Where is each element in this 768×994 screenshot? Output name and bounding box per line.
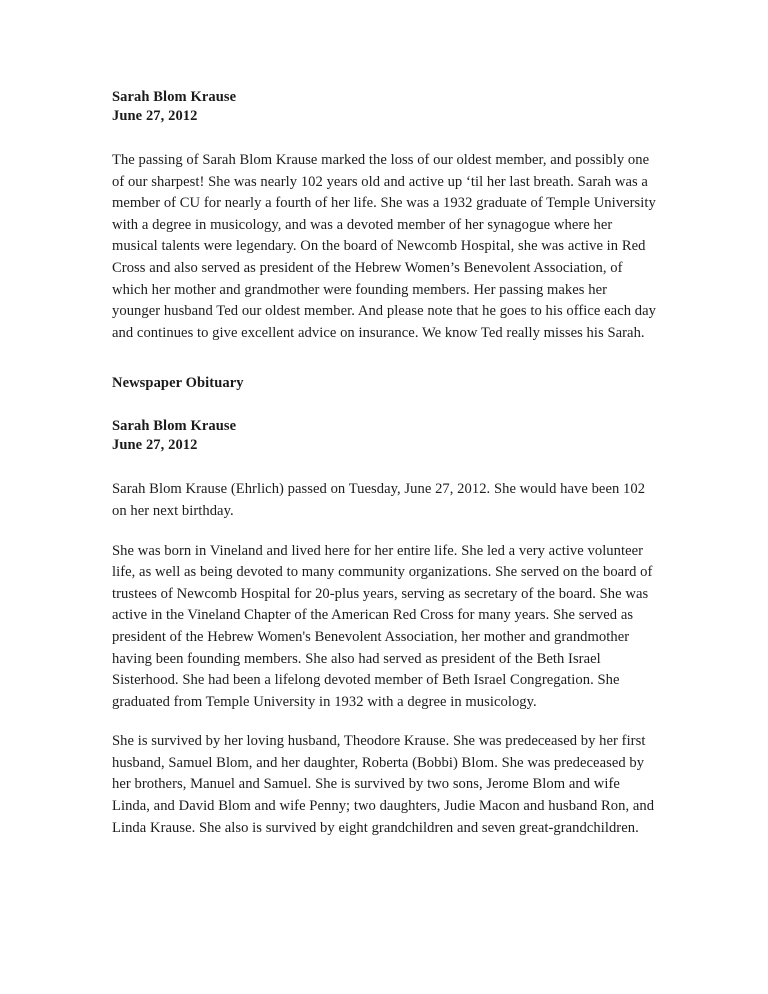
- document-content: [112, 88, 657, 839]
- spacer: [112, 344, 657, 374]
- memorial-date: June 27, 2012: [112, 108, 198, 124]
- obituary-date: June 27, 2012: [112, 437, 198, 454]
- obituary-paragraph-1: Sarah Blom Krause (Ehrlich) passed on Tuesday, June 27, 2012. She would have been 102 on her next birthday.: [112, 481, 646, 519]
- spacer: [112, 523, 657, 541]
- spacer: [112, 455, 657, 479]
- obituary-title: Sarah Blom Krause: [112, 418, 237, 435]
- spacer: [112, 126, 657, 150]
- obituary-section-heading: Newspaper Obituary: [112, 375, 244, 392]
- obituary-paragraph-3: She is survived by her loving husband, Theodore Krause. She was predeceased by her first husband, Samuel Blom, and her daughter, Roberta (Bobbi) Blom. She was predeceased by her brothers, Manuel and Samuel. She is survived by two sons, Jerome Blom and wife Linda, and David Blom and wife Penny; two daughters, Judie Macon and husband Ron, and Linda Krause. She also is survived by eight grandchildren and seven great-grandchildren.: [112, 733, 655, 836]
- spacer: [112, 393, 657, 417]
- spacer: [112, 713, 657, 731]
- obituary-paragraph-2: She was born in Vineland and lived here for her entire life. She led a very active volunteer life, as well as being devoted to many community organizations. She served on the board of trustees of Newcomb Hospital for 20-plus years, serving as secretary of the board. She was active in the Vineland Chapter of the American Red Cross for many years. She served as president of the Hebrew Women's Benevolent Association, her mother and grandmother having been founding members. She also had served as president of the Beth Israel Sisterhood. She had been a lifelong devoted member of Beth Israel Congregation. She graduated from Temple University in 1932 with a degree in musicology.: [112, 542, 653, 710]
- memorial-paragraph: The passing of Sarah Blom Krause marked the loss of our oldest member, and possibly one of our sharpest! She was nearly 102 years old and active up ‘til her last breath. Sarah was a member of CU for nearly a fourth of her life. She was a 1932 graduate of Temple University with a degree in musicology, and was a devoted member of her synagogue where her musical talents were legendary. On the board of Newcomb Hospital, she was active in Red Cross and also served as president of the Hebrew Women’s Benevolent Association, of which her mother and grandmother were founding members. Her passing makes her younger husband Ted our oldest member. And please note that he goes to his office each day and continues to give excellent advice on insurance. We know Ted really misses his Sarah.: [112, 152, 656, 341]
- memorial-title: Sarah Blom Krause: [112, 89, 237, 105]
